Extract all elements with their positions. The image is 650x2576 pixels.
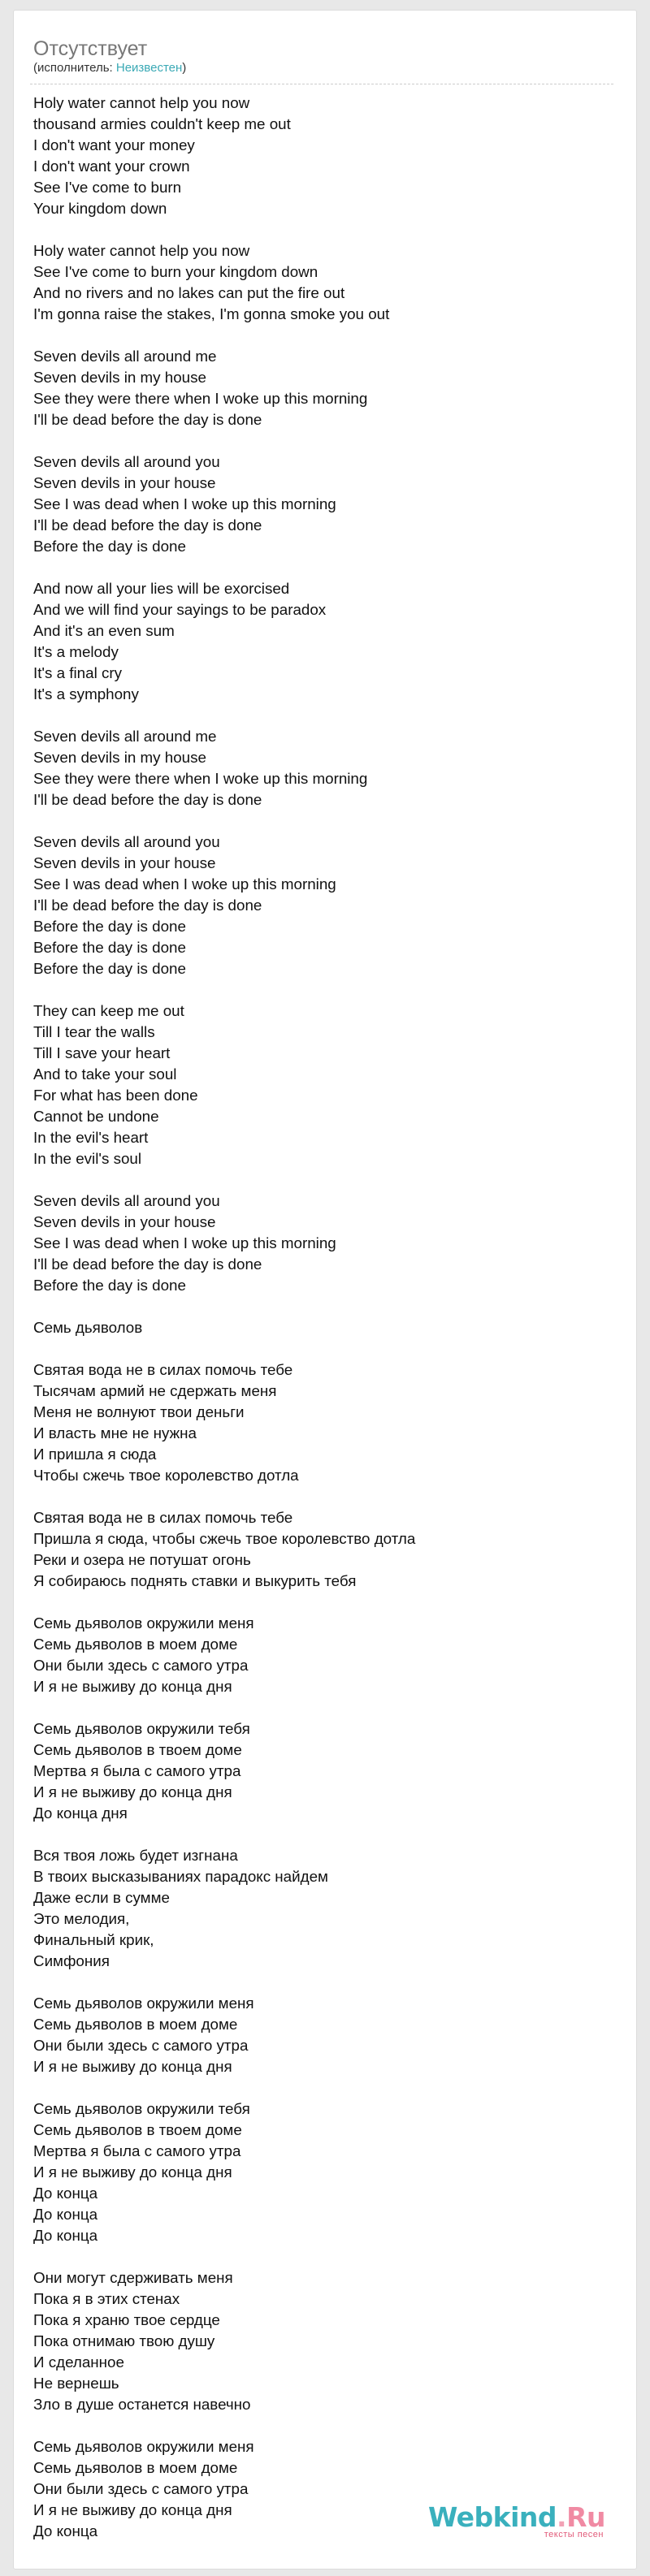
- lyric-line: Они были здесь с самого утра: [33, 2480, 249, 2497]
- lyric-line: Тысячам армий не сдержать меня: [33, 1382, 277, 1399]
- lyric-line: Я собираюсь поднять ставки и выкурить тебя: [33, 1572, 357, 1589]
- site-logo[interactable]: [428, 2503, 605, 2539]
- lyric-line: И я не выживу до конца дня: [33, 2163, 232, 2181]
- lyric-line: Seven devils all around me: [33, 728, 217, 745]
- lyric-line: And to take your soul: [33, 1065, 177, 1083]
- lyric-line: До конца: [33, 2185, 98, 2202]
- lyric-line: Seven devils all around me: [33, 348, 217, 365]
- lyric-line: See I was dead when I woke up this morning: [33, 495, 336, 512]
- lyric-line: Семь дьяволов в моем доме: [33, 2459, 238, 2476]
- song-title: Отсутствует: [33, 37, 148, 60]
- lyric-line: Seven devils all around you: [33, 1192, 220, 1209]
- lyric-line: И я не выживу до конца дня: [33, 1678, 232, 1695]
- lyric-stanza: [33, 1718, 618, 1824]
- lyric-stanza: [33, 832, 618, 979]
- lyric-line: I'll be dead before the day is done: [33, 411, 262, 428]
- lyric-line: And no rivers and no lakes can put the fire out: [33, 284, 345, 301]
- lyric-line: See I was dead when I woke up this morning: [33, 1234, 336, 1251]
- lyric-line: See I've come to burn: [33, 179, 182, 196]
- lyric-line: Семь дьяволов в моем доме: [33, 1636, 238, 1653]
- lyric-line: Cannot be undone: [33, 1108, 159, 1125]
- lyric-line: Мертва я была с самого утра: [33, 2142, 241, 2159]
- lyric-line: I don't want your crown: [33, 158, 190, 175]
- lyric-line: Семь дьяволов в твоем доме: [33, 1741, 242, 1758]
- lyric-stanza: [33, 346, 618, 430]
- lyric-line: Seven devils in my house: [33, 369, 206, 386]
- lyric-line: It's a symphony: [33, 685, 139, 702]
- lyric-line: Вся твоя ложь будет изгнана: [33, 1847, 238, 1864]
- lyric-line: Финальный крик,: [33, 1931, 154, 1948]
- lyric-line: Seven devils all around you: [33, 833, 220, 850]
- lyric-line: И пришла я сюда: [33, 1446, 157, 1463]
- lyric-line: И власть мне не нужна: [33, 1424, 197, 1441]
- lyric-line: Семь дьяволов: [33, 1319, 143, 1336]
- lyric-line: Holy water cannot help you now: [33, 94, 250, 111]
- lyric-line: Till I tear the walls: [33, 1023, 155, 1040]
- lyric-line: Seven devils in my house: [33, 749, 206, 766]
- lyric-stanza: [33, 1001, 618, 1169]
- lyric-line: Before the day is done: [33, 918, 186, 935]
- lyric-line: Before the day is done: [33, 939, 186, 956]
- lyric-line: They can keep me out: [33, 1002, 184, 1019]
- lyric-line: Не вернешь: [33, 2375, 119, 2392]
- lyric-line: Семь дьяволов окружили меня: [33, 1614, 254, 1632]
- lyric-line: Семь дьяволов в твоем доме: [33, 2121, 242, 2138]
- lyric-line: See I was dead when I woke up this morning: [33, 875, 336, 893]
- logo-main: Webkind: [427, 2501, 557, 2533]
- lyric-line: In the evil's heart: [33, 1129, 149, 1146]
- lyric-line: See they were there when I woke up this morning: [33, 770, 368, 787]
- lyric-line: До конца дня: [33, 1804, 128, 1822]
- lyric-line: Before the day is done: [33, 1277, 186, 1294]
- lyric-line: Реки и озера не потушат огонь: [33, 1551, 251, 1568]
- lyric-line: Симфония: [33, 1952, 110, 1969]
- artist-byline: [33, 61, 618, 76]
- lyrics-body: [33, 93, 618, 2563]
- lyric-line: And we will find your sayings to be paradox: [33, 601, 327, 618]
- lyric-line: Святая вода не в силах помочь тебе: [33, 1509, 293, 1526]
- lyric-stanza: [33, 2098, 618, 2246]
- lyric-line: Семь дьяволов окружили тебя: [33, 1720, 250, 1737]
- lyric-line: I'll be dead before the day is done: [33, 897, 262, 914]
- lyric-line: Пока отнимаю твою душу: [33, 2332, 215, 2349]
- lyric-line: And now all your lies will be exorcised: [33, 580, 290, 597]
- lyric-line: Это мелодия,: [33, 1910, 130, 1927]
- lyric-stanza: [33, 240, 618, 325]
- lyric-line: Святая вода не в силах помочь тебе: [33, 1361, 293, 1378]
- lyric-stanza: [33, 726, 618, 810]
- lyric-stanza: [33, 1845, 618, 1972]
- lyric-line: До конца: [33, 2522, 98, 2539]
- lyric-line: Your kingdom down: [33, 200, 167, 217]
- lyric-stanza: [33, 1359, 618, 1486]
- lyric-line: И сделанное: [33, 2353, 124, 2371]
- lyric-line: До конца: [33, 2227, 98, 2244]
- logo-wordmark: [428, 2503, 605, 2532]
- lyric-line: I'm gonna raise the stakes, I'm gonna smoke you out: [33, 305, 390, 322]
- lyric-stanza: [33, 1507, 618, 1592]
- lyrics-card: [13, 10, 637, 2570]
- lyric-line: Seven devils in your house: [33, 1213, 216, 1230]
- lyric-line: And it's an even sum: [33, 622, 175, 639]
- lyric-line: Till I save your heart: [33, 1044, 171, 1061]
- logo-dot: .: [557, 2501, 567, 2533]
- lyric-line: For what has been done: [33, 1087, 198, 1104]
- lyric-line: Зло в душе останется навечно: [33, 2396, 251, 2413]
- logo-tld: Ru: [566, 2501, 605, 2533]
- lyric-stanza: [33, 452, 618, 557]
- lyric-line: Мертва я была с самого утра: [33, 1762, 241, 1779]
- lyric-line: Before the day is done: [33, 538, 186, 555]
- lyric-stanza: [33, 1613, 618, 1697]
- lyric-line: thousand armies couldn't keep me out: [33, 115, 291, 132]
- lyric-line: Даже если в сумме: [33, 1889, 170, 1906]
- lyric-line: Семь дьяволов окружили меня: [33, 2438, 254, 2455]
- lyric-line: И я не выживу до конца дня: [33, 2501, 232, 2518]
- lyric-line: До конца: [33, 2206, 98, 2223]
- lyric-line: I'll be dead before the day is done: [33, 1256, 262, 1273]
- lyric-line: See I've come to burn your kingdom down: [33, 263, 318, 280]
- lyric-line: Seven devils in your house: [33, 854, 216, 871]
- lyric-line: И я не выживу до конца дня: [33, 2058, 232, 2075]
- lyric-line: Seven devils in your house: [33, 474, 216, 491]
- lyric-line: Чтобы сжечь твое королевство дотла: [33, 1467, 299, 1484]
- lyric-line: Они были здесь с самого утра: [33, 1657, 249, 1674]
- lyric-line: Holy water cannot help you now: [33, 242, 250, 259]
- lyric-line: I'll be dead before the day is done: [33, 791, 262, 808]
- byline-prefix: (исполнитель:: [33, 61, 116, 75]
- lyric-line: Пока я в этих стенах: [33, 2290, 180, 2307]
- lyric-line: В твоих высказываниях парадокс найдем: [33, 1868, 328, 1885]
- lyric-line: Семь дьяволов окружили меня: [33, 1995, 254, 2012]
- lyric-line: Они могут сдерживать меня: [33, 2269, 233, 2286]
- lyric-line: I'll be dead before the day is done: [33, 516, 262, 534]
- lyric-stanza: [33, 93, 618, 219]
- lyric-line: И я не выживу до конца дня: [33, 1783, 232, 1800]
- lyric-stanza: [33, 1317, 618, 1338]
- lyric-line: Меня не волнуют твои деньги: [33, 1403, 245, 1420]
- lyric-line: It's a final cry: [33, 664, 123, 681]
- lyric-line: Они были здесь с самого утра: [33, 2037, 249, 2054]
- lyric-line: Seven devils all around you: [33, 453, 220, 470]
- lyric-line: Семь дьяволов окружили тебя: [33, 2100, 250, 2117]
- logo-tagline: тексты песен: [544, 2530, 604, 2539]
- lyric-line: Семь дьяволов в моем доме: [33, 2016, 238, 2033]
- lyric-stanza: [33, 1993, 618, 2077]
- lyric-line: See they were there when I woke up this morning: [33, 390, 368, 407]
- song-header: [33, 37, 618, 76]
- lyric-line: It's a melody: [33, 643, 119, 660]
- lyric-line: Before the day is done: [33, 960, 186, 977]
- lyric-line: Пока я храню твое сердце: [33, 2311, 220, 2328]
- byline-suffix: ): [182, 61, 187, 75]
- artist-link[interactable]: Неизвестен: [115, 61, 183, 75]
- lyric-stanza: [33, 1191, 618, 1296]
- lyric-stanza: [33, 578, 618, 705]
- lyric-line: In the evil's soul: [33, 1150, 142, 1167]
- lyric-line: I don't want your money: [33, 136, 195, 153]
- lyric-line: Пришла я сюда, чтобы сжечь твое королевство дотла: [33, 1530, 416, 1547]
- lyric-stanza: [33, 2267, 618, 2415]
